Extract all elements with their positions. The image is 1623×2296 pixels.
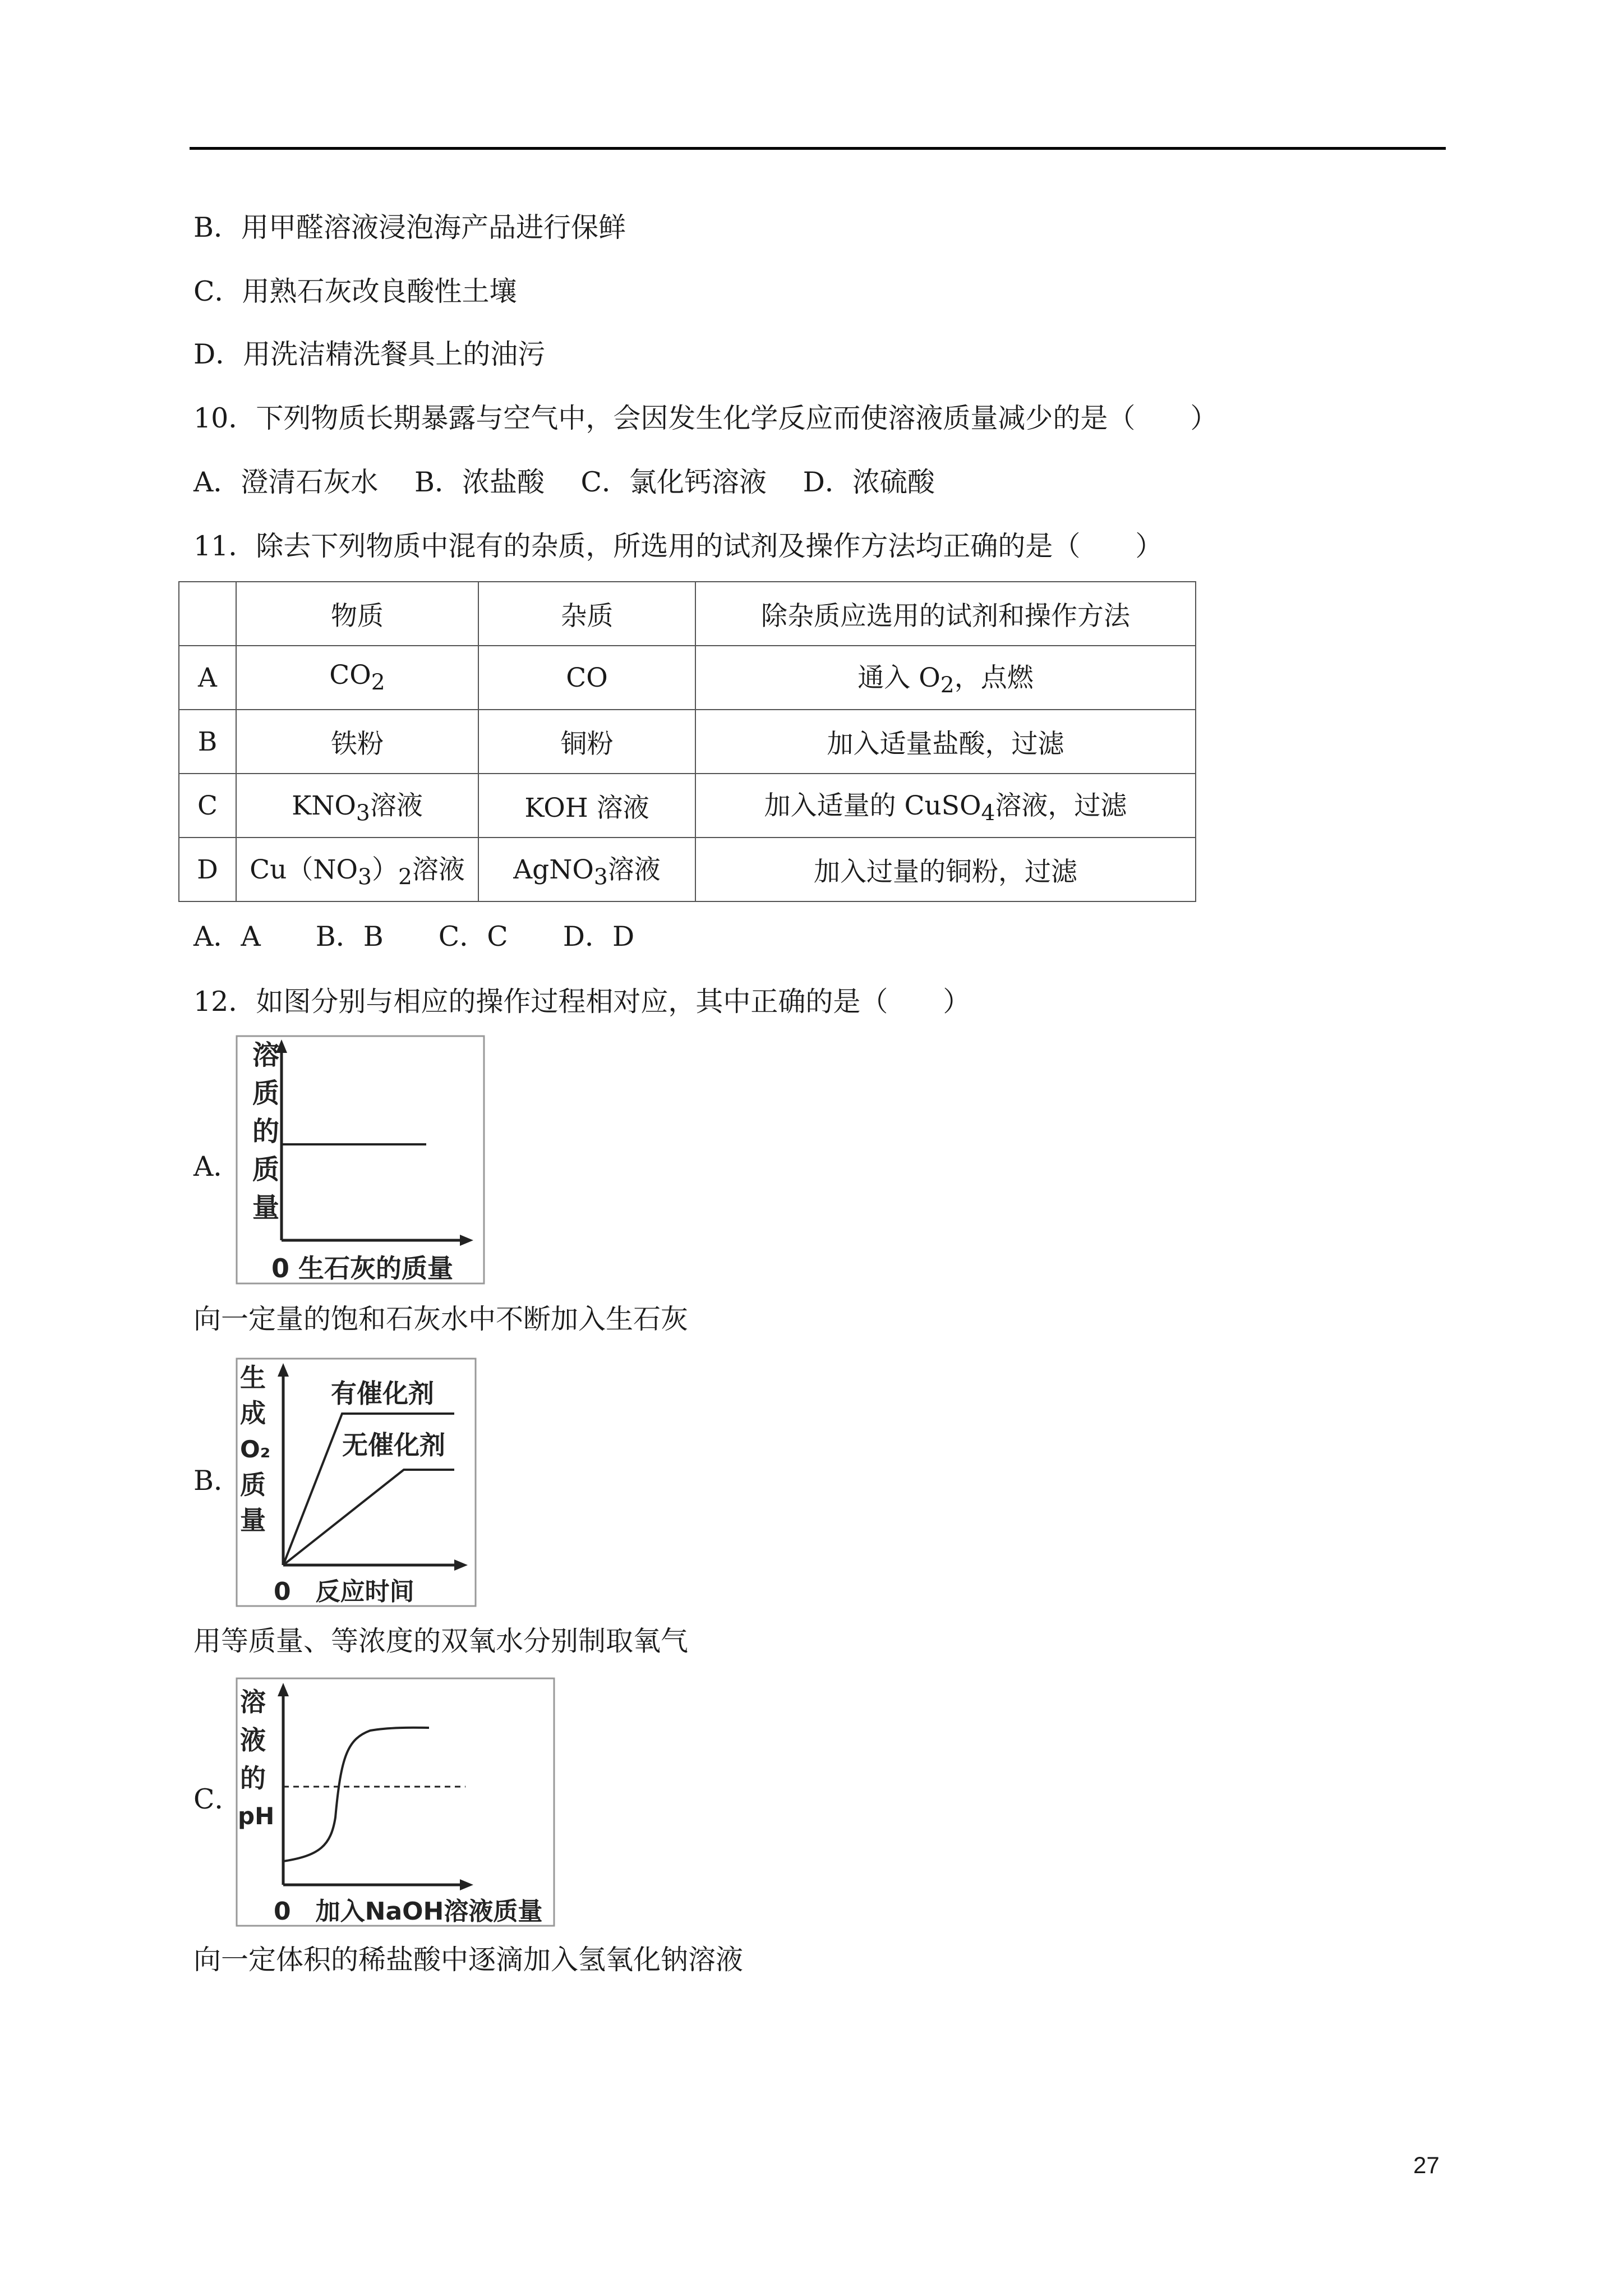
y-axis-char: 的 [240, 1763, 266, 1793]
table-cell: 加入适量的 CuSO$_4$溶液，过滤 [695, 774, 1196, 838]
figure-c-caption: 向一定体积的稀盐酸中逐滴加入氢氧化钠溶液 [193, 1944, 744, 1976]
table-header [179, 582, 236, 646]
figure-b-caption: 用等质量、等浓度的双氧水分别制取氧气 [193, 1625, 689, 1657]
figure-a-graph [236, 1035, 485, 1285]
table-cell: A [179, 646, 236, 710]
y-axis-char: 液 [240, 1725, 266, 1755]
figure-b-graph [236, 1358, 477, 1607]
figure-a-caption: 向一定量的饱和石灰水中不断加入生石灰 [193, 1303, 689, 1335]
arrow-up-icon [278, 1683, 289, 1696]
table-cell: B [179, 710, 236, 774]
figure-c-graph [236, 1677, 555, 1927]
table-cell: D [179, 838, 236, 901]
table-cell: 铜粉 [478, 710, 695, 774]
curve-label: 无催化剂 [342, 1430, 445, 1460]
q10-stem: 10．下列物质长期暴露与空气中，会因发生化学反应而使溶液质量减少的是（ ） [193, 402, 1218, 434]
y-axis-char: 质 [240, 1470, 266, 1500]
x-axis-label: 0 反应时间 [274, 1577, 414, 1606]
arrow-right-icon [454, 1559, 468, 1571]
table-cell: AgNO$_3$溶液 [478, 838, 695, 901]
table-cell: $Cu(NO_3)_2$溶液 [236, 838, 478, 901]
q11-table [178, 581, 1196, 902]
table-cell: KOH 溶液 [478, 774, 695, 838]
page-number: 27 [1413, 2152, 1440, 2178]
q11-options: A．A B．B C．C D．D [193, 921, 635, 953]
y-axis-char: 量 [240, 1505, 266, 1535]
x-axis-label: 0 加入NaOH溶液质量 [274, 1897, 543, 1926]
arrow-right-icon [460, 1235, 473, 1246]
table-row [179, 710, 1196, 774]
option-c-prev: C．用熟石灰改良酸性土壤 [193, 275, 517, 307]
table-row [179, 838, 1196, 901]
option-d-prev: D．用洗洁精洗餐具上的油污 [193, 338, 546, 370]
q10-options: A．澄清石灰水 B．浓盐酸 C．氯化钙溶液 D．浓硫酸 [193, 466, 935, 498]
table-header-row [179, 582, 1196, 646]
q12-stem: 12．如图分别与相应的操作过程相对应，其中正确的是（ ） [193, 986, 971, 1018]
table-header: 物质 [236, 582, 478, 646]
figure-a-label: A． [193, 1151, 241, 1182]
y-axis-char: O₂ [240, 1435, 271, 1463]
y-axis-char: 溶 [252, 1039, 280, 1071]
table-header: 杂质 [478, 582, 695, 646]
q11-stem: 11．除去下列物质中混有的杂质，所选用的试剂及操作方法均正确的是（ ） [193, 530, 1163, 562]
table-cell: CO [478, 646, 695, 710]
arrow-right-icon [460, 1879, 473, 1890]
figure-c-label: C． [193, 1783, 242, 1815]
table-row [179, 774, 1196, 838]
curve-label: 有催化剂 [331, 1378, 434, 1409]
y-axis-char: 成 [240, 1398, 266, 1428]
y-axis-char: 的 [252, 1116, 280, 1147]
table-header: 除杂质应选用的试剂和操作方法 [695, 582, 1196, 646]
table-cell: $CO_2$ [236, 646, 478, 710]
table-cell: 加入适量盐酸，过滤 [695, 710, 1196, 774]
table-cell: $KNO_3$溶液 [236, 774, 478, 838]
curve-without-catalyst [283, 1470, 454, 1565]
table-cell: 通入 $O_2$，点燃 [695, 646, 1196, 710]
table-cell: C [179, 774, 236, 838]
y-axis-char: 溶 [240, 1687, 266, 1717]
arrow-up-icon [278, 1363, 289, 1377]
header-rule [190, 147, 1446, 150]
ph-curve [283, 1728, 429, 1861]
figure-b-label: B． [193, 1465, 242, 1497]
y-axis-char: pH [238, 1802, 275, 1830]
x-axis-label: 0 生石灰的质量 [271, 1253, 454, 1283]
option-b-prev: B．用甲醛溶液浸泡海产品进行保鲜 [193, 211, 626, 243]
table-cell: 铁粉 [236, 710, 478, 774]
table-cell: 加入过量的铜粉，过滤 [695, 838, 1196, 901]
y-axis-char: 质 [252, 1078, 280, 1109]
y-axis-char: 量 [252, 1192, 280, 1223]
table-row [179, 646, 1196, 710]
y-axis-char: 质 [252, 1154, 280, 1185]
y-axis-char: 生 [240, 1363, 266, 1393]
